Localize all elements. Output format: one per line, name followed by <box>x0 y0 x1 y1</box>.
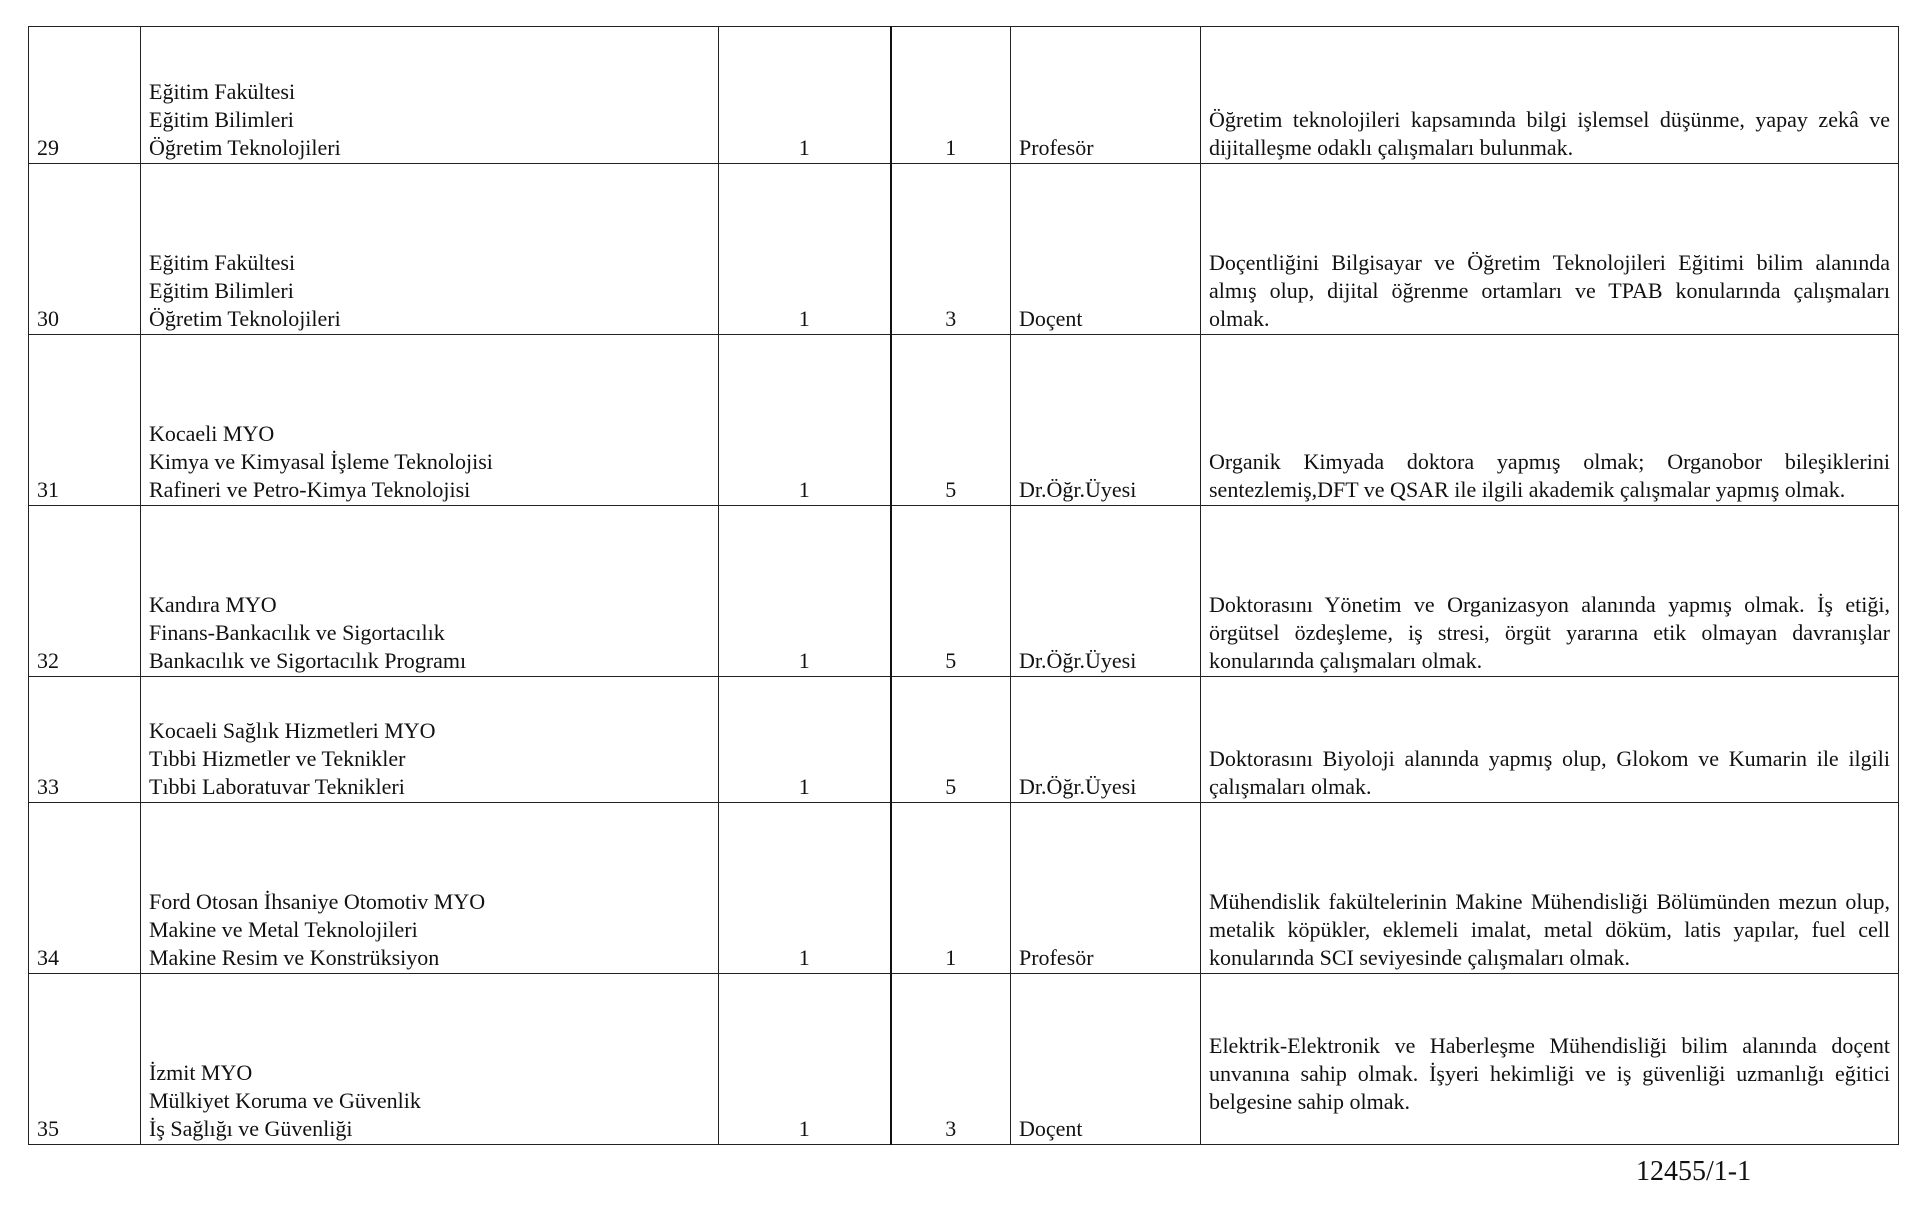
kadro-derece: 1 <box>719 677 891 803</box>
department-name: Finans-Bankacılık ve Sigortacılık <box>149 620 445 645</box>
program-name: Bankacılık ve Sigortacılık Programı <box>149 648 467 673</box>
department-name: Makine ve Metal Teknolojileri <box>149 917 418 942</box>
faculty-name: İzmit MYO <box>149 1060 253 1085</box>
row-number: 32 <box>29 506 141 677</box>
kadro-adet: 5 <box>891 677 1011 803</box>
table-row <box>29 164 1899 335</box>
kadro-adet: 3 <box>891 164 1011 335</box>
faculty-name: Ford Otosan İhsaniye Otomotiv MYO <box>149 889 486 914</box>
faculty-name: Eğitim Fakültesi <box>149 250 296 275</box>
row-number: 30 <box>29 164 141 335</box>
table-body <box>29 27 1899 1145</box>
table-row <box>29 803 1899 974</box>
unit-cell <box>141 506 719 677</box>
faculty-name: Kocaeli Sağlık Hizmetleri MYO <box>149 718 436 743</box>
requirement-text: Doktorasını Yönetim ve Organizasyon alanında yapmış olmak. İş etiği, örgütsel özdeşleme, iş stresi, örgüt yararına etik olmayan davranışlar konularında çalışmaları olmak. <box>1201 506 1899 677</box>
program-name: Öğretim Teknolojileri <box>149 306 341 331</box>
requirement-text: Elektrik-Elektronik ve Haberleşme Mühendisliği bilim alanında doçent unvanına sahip olmak. İşyeri hekimliği ve iş güvenliği uzmanlığı eğitici belgesine sahip olmak. <box>1201 974 1899 1145</box>
academic-title: Profesör <box>1011 803 1201 974</box>
unit-cell <box>141 335 719 506</box>
row-number: 35 <box>29 974 141 1145</box>
academic-title: Profesör <box>1011 27 1201 164</box>
academic-title: Dr.Öğr.Üyesi <box>1011 677 1201 803</box>
faculty-name: Kocaeli MYO <box>149 421 275 446</box>
table-row <box>29 27 1899 164</box>
kadro-adet: 3 <box>891 974 1011 1145</box>
requirement-text: Doçentliğini Bilgisayar ve Öğretim Teknolojileri Eğitimi bilim alanında almış olup, dijital öğrenme ortamları ve TPAB konularında çalışmaları olmak. <box>1201 164 1899 335</box>
unit-cell <box>141 803 719 974</box>
faculty-name: Kandıra MYO <box>149 592 277 617</box>
kadro-derece: 1 <box>719 803 891 974</box>
department-name: Kimya ve Kimyasal İşleme Teknolojisi <box>149 449 493 474</box>
table-row <box>29 974 1899 1145</box>
kadro-derece: 1 <box>719 27 891 164</box>
unit-cell <box>141 974 719 1145</box>
program-name: Rafineri ve Petro-Kimya Teknolojisi <box>149 477 471 502</box>
faculty-name: Eğitim Fakültesi <box>149 79 296 104</box>
kadro-derece: 1 <box>719 335 891 506</box>
table-row <box>29 335 1899 506</box>
kadro-adet: 1 <box>891 27 1011 164</box>
department-name: Eğitim Bilimleri <box>149 107 294 132</box>
academic-title: Doçent <box>1011 974 1201 1145</box>
row-number: 34 <box>29 803 141 974</box>
row-number: 29 <box>29 27 141 164</box>
department-name: Eğitim Bilimleri <box>149 278 294 303</box>
kadro-derece: 1 <box>719 506 891 677</box>
requirement-text: Organik Kimyada doktora yapmış olmak; Organobor bileşiklerini sentezlemiş,DFT ve QSAR ile ilgili akademik çalışmalar yapmış olmak. <box>1201 335 1899 506</box>
kadro-adet: 1 <box>891 803 1011 974</box>
requirement-text: Doktorasını Biyoloji alanında yapmış olup, Glokom ve Kumarin ile ilgili çalışmaları olmak. <box>1201 677 1899 803</box>
unit-cell <box>141 677 719 803</box>
academic-title: Dr.Öğr.Üyesi <box>1011 506 1201 677</box>
program-name: Öğretim Teknolojileri <box>149 135 341 160</box>
staff-positions-table <box>28 26 1899 1145</box>
unit-cell <box>141 164 719 335</box>
kadro-derece: 1 <box>719 974 891 1145</box>
table-row <box>29 506 1899 677</box>
row-number: 31 <box>29 335 141 506</box>
department-name: Tıbbi Hizmetler ve Teknikler <box>149 746 406 771</box>
academic-title: Doçent <box>1011 164 1201 335</box>
row-number: 33 <box>29 677 141 803</box>
department-name: Mülkiyet Koruma ve Güvenlik <box>149 1088 421 1113</box>
requirement-text: Öğretim teknolojileri kapsamında bilgi işlemsel düşünme, yapay zekâ ve dijitalleşme odaklı çalışmaları bulunmak. <box>1201 27 1899 164</box>
academic-title: Dr.Öğr.Üyesi <box>1011 335 1201 506</box>
program-name: İş Sağlığı ve Güvenliği <box>149 1116 353 1141</box>
table-row <box>29 677 1899 803</box>
document-code: 12455/1-1 <box>1636 1156 1752 1187</box>
kadro-derece: 1 <box>719 164 891 335</box>
kadro-adet: 5 <box>891 335 1011 506</box>
program-name: Makine Resim ve Konstrüksiyon <box>149 945 440 970</box>
program-name: Tıbbi Laboratuvar Teknikleri <box>149 774 405 799</box>
requirement-text: Mühendislik fakültelerinin Makine Mühendisliği Bölümünden mezun olup, metalik köpükler, eklemeli imalat, metal döküm, latis yapılar, fuel cell konularında SCI seviyesinde çalışmaları olmak. <box>1201 803 1899 974</box>
kadro-adet: 5 <box>891 506 1011 677</box>
unit-cell <box>141 27 719 164</box>
